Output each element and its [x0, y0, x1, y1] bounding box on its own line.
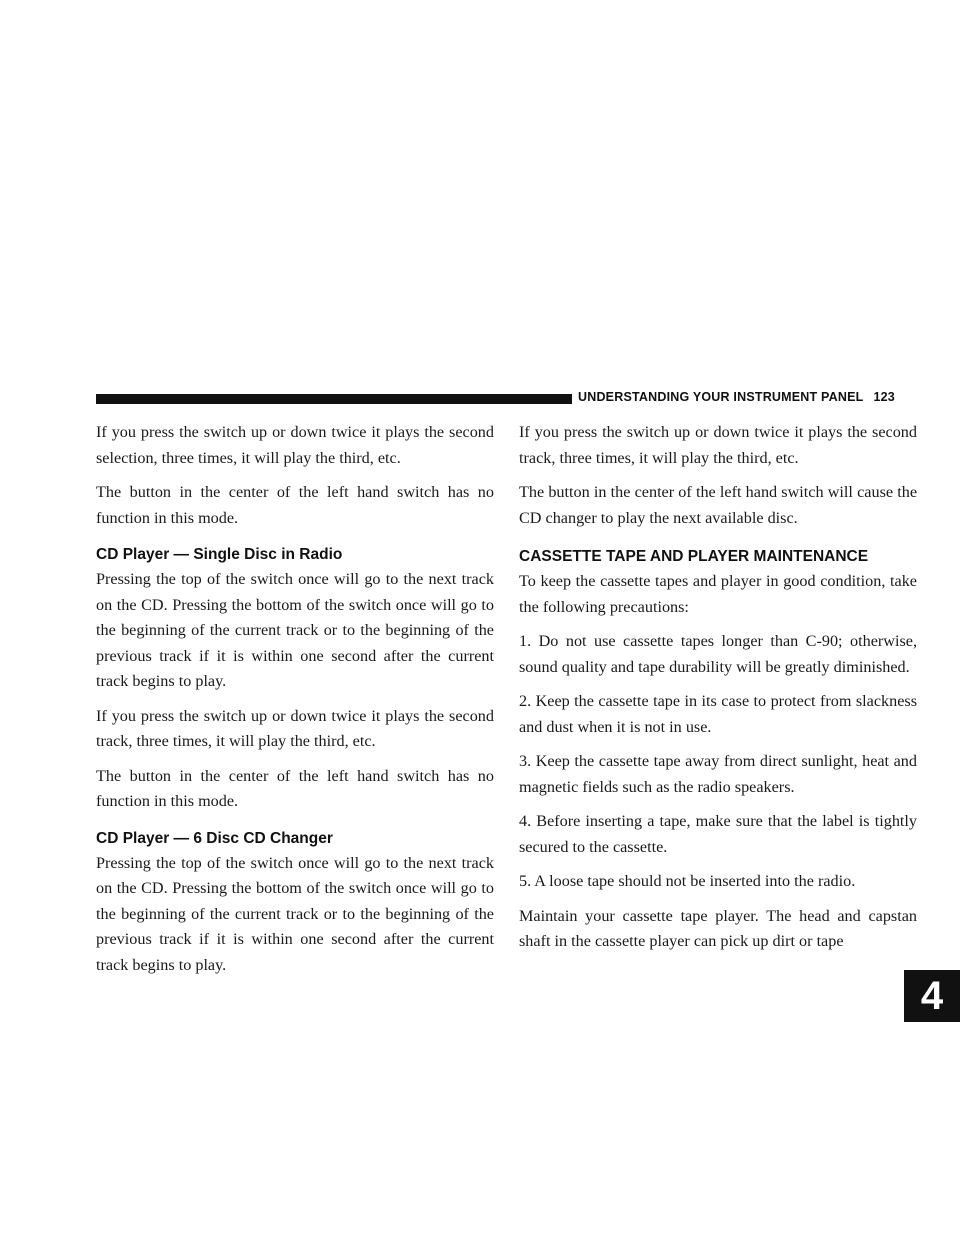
section-title: UNDERSTANDING YOUR INSTRUMENT PANEL — [578, 390, 864, 404]
header-rule — [96, 394, 572, 404]
paragraph: The button in the center of the left hand switch has no function in this mode. — [96, 766, 494, 810]
list-item: 5. A loose tape should not be inserted into the radio. — [519, 872, 856, 890]
paragraph: The button in the center of the left hand switch has no function in this mode. — [96, 483, 494, 527]
list-item: 3. Keep the cassette tape away from direct sunlight, heat and magnetic fields such as the radio speakers. — [519, 752, 917, 796]
page-number: 123 — [873, 390, 895, 404]
left-column — [96, 420, 494, 987]
right-column — [519, 420, 917, 964]
section-heading: CD Player — Single Disc in Radio — [96, 546, 343, 563]
paragraph: If you press the switch up or down twice it plays the second selection, three times, it will play the third, etc. — [96, 423, 494, 467]
paragraph: If you press the switch up or down twice it plays the second track, three times, it will play the third, etc. — [519, 423, 917, 467]
section-heading: CASSETTE TAPE AND PLAYER MAINTENANCE — [519, 548, 869, 565]
chapter-tab: 4 — [904, 970, 960, 1022]
list-item: 4. Before inserting a tape, make sure that the label is tightly secured to the cassette. — [519, 812, 917, 856]
list-item: 2. Keep the cassette tape in its case to protect from slackness and dust when it is not in use. — [519, 692, 917, 736]
paragraph: To keep the cassette tapes and player in good condition, take the following precautions: — [519, 572, 917, 616]
paragraph: The button in the center of the left hand switch will cause the CD changer to play the next available disc. — [519, 483, 917, 527]
section-heading: CD Player — 6 Disc CD Changer — [96, 829, 333, 847]
paragraph: Pressing the top of the switch once will go to the next track on the CD. Pressing the bottom of the switch once will go to the beginning of the current track or to the beginning of the previous track if it is within one second after the current track begins to play. — [96, 853, 494, 974]
paragraph: If you press the switch up or down twice it plays the second track, three times, it will play the third, etc. — [96, 706, 494, 750]
paragraph: Pressing the top of the switch once will go to the next track on the CD. Pressing the bottom of the switch once will go to the beginning of the current track or to the beginning of the previous track if it is within one second after the current track begins to play. — [96, 570, 494, 690]
running-header — [578, 390, 895, 404]
paragraph: Maintain your cassette tape player. The head and capstan shaft in the cassette player can pick up dirt or tape — [519, 906, 917, 950]
list-item: 1. Do not use cassette tapes longer than C-90; otherwise, sound quality and tape durability will be greatly diminished. — [519, 632, 917, 676]
